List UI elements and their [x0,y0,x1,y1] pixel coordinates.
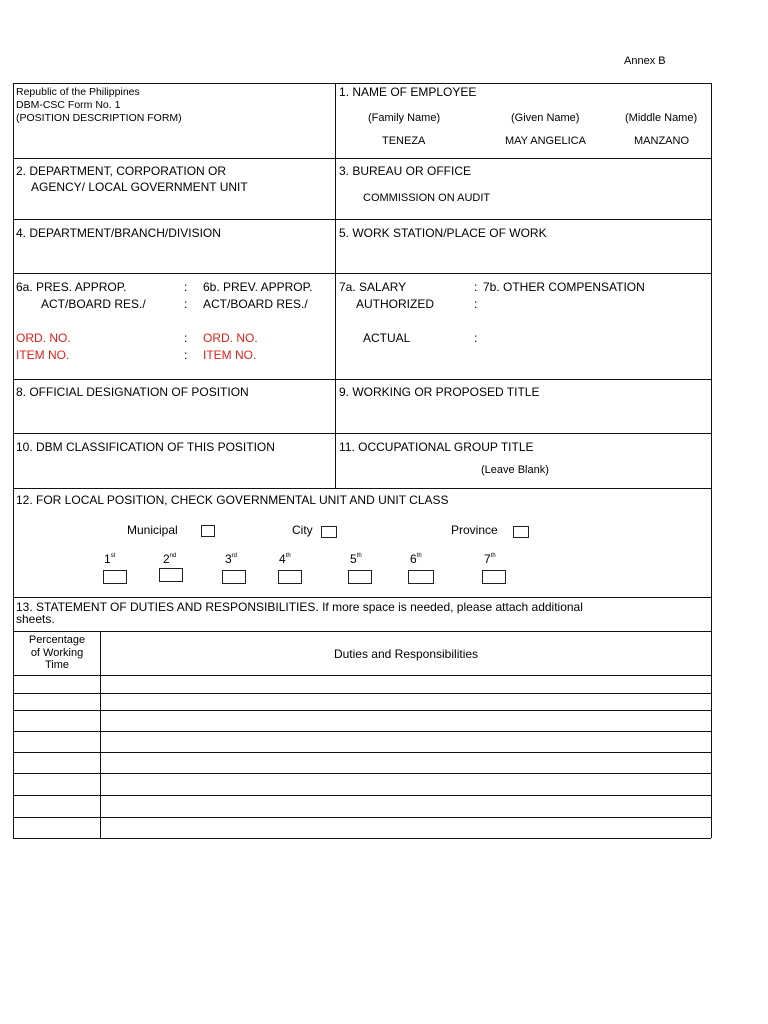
family-name-value[interactable]: TENEZA [382,135,426,147]
middle-name-value[interactable]: MANZANO [634,135,689,147]
republic-text: Republic of the Philippines [16,86,140,98]
percentage-header: Percentage of Working Time [28,634,86,671]
percentage-cell[interactable] [14,711,100,731]
pres-approp-label: 6a. PRES. APPROP. [16,280,127,294]
branch-label: 4. DEPARTMENT/BRANCH/DIVISION [16,226,221,240]
class-3-label: 3rd [225,552,238,566]
employee-name-label: 1. NAME OF EMPLOYEE [339,85,477,99]
duty-cell[interactable] [101,711,711,731]
middle-name-label: (Middle Name) [625,112,698,124]
leave-blank-note: (Leave Blank) [481,464,549,476]
city-checkbox[interactable] [321,526,337,538]
prev-approp-label: 6b. PREV. APPROP. [203,280,313,294]
classification-label: 10. DBM CLASSIFICATION OF THIS POSITION [16,440,275,454]
salary-authorized-label: AUTHORIZED [356,297,434,311]
pres-board-res-label: ACT/BOARD RES./ [41,297,146,311]
colon: : [184,280,188,294]
salary-label: 7a. SALARY [339,280,407,294]
bureau-label: 3. BUREAU OR OFFICE [339,164,472,178]
province-checkbox[interactable] [513,526,529,538]
salary-actual-label: ACTUAL [363,331,411,345]
class-3-checkbox[interactable] [222,570,246,584]
form-number: DBM-CSC Form No. 1 [16,99,121,111]
department-label-line1: 2. DEPARTMENT, CORPORATION OR [16,164,227,178]
percentage-cell[interactable] [14,732,100,752]
duty-cell[interactable] [101,676,711,693]
duty-cell[interactable] [101,818,711,838]
pres-ord-no-label: ORD. NO. [16,331,71,345]
given-name-label: (Given Name) [511,112,580,124]
class-6-checkbox[interactable] [408,570,434,584]
bureau-value[interactable]: COMMISSION ON AUDIT [363,192,491,204]
form-title: (POSITION DESCRIPTION FORM) [16,112,182,124]
duties-header: Duties and Responsibilities [333,647,479,661]
annex-label: Annex B [624,55,666,67]
class-7-label: 7th [484,552,496,566]
class-5-label: 5th [350,552,362,566]
percentage-cell[interactable] [14,753,100,773]
local-position-label: 12. FOR LOCAL POSITION, CHECK GOVERNMENTAL UNIT AND UNIT CLASS [16,493,449,507]
class-4-label: 4th [279,552,291,566]
percentage-cell[interactable] [14,676,100,693]
prev-ord-no-label: ORD. NO. [203,331,258,345]
colon: : [184,331,188,345]
duties-statement [16,601,583,625]
province-label: Province [451,523,498,537]
percentage-cell[interactable] [14,774,100,795]
prev-board-res-label: ACT/BOARD RES./ [203,297,308,311]
class-5-checkbox[interactable] [348,570,372,584]
form-header [16,86,182,125]
percentage-cell[interactable] [14,796,100,817]
colon: : [184,348,188,362]
class-1-label: 1st [104,552,116,566]
class-4-checkbox[interactable] [278,570,302,584]
department-label-line2: AGENCY/ LOCAL GOVERNMENT UNIT [31,180,248,194]
duties-statement-line2: sheets. [16,612,55,626]
duties-statement-line1: 13. STATEMENT OF DUTIES AND RESPONSIBILITIES. If more space is needed, please attach additional [16,600,583,614]
municipal-checkbox[interactable] [201,525,215,537]
class-2-checkbox[interactable] [159,568,183,582]
city-label: City [292,523,313,537]
other-compensation-label: 7b. OTHER COMPENSATION [483,280,645,294]
duty-cell[interactable] [101,774,711,795]
given-name-value[interactable]: MAY ANGELICA [505,135,586,147]
designation-label: 8. OFFICIAL DESIGNATION OF POSITION [16,385,249,399]
duty-cell[interactable] [101,796,711,817]
municipal-label: Municipal [127,523,178,537]
colon: : [184,297,188,311]
prev-item-no-label: ITEM NO. [203,348,257,362]
class-6-label: 6th [410,552,422,566]
family-name-label: (Family Name) [368,112,441,124]
colon: : [474,297,478,311]
class-2-label: 2nd [163,552,177,566]
duty-cell[interactable] [101,732,711,752]
duty-cell[interactable] [101,694,711,710]
duty-cell[interactable] [101,753,711,773]
working-title-label: 9. WORKING OR PROPOSED TITLE [339,385,540,399]
percentage-cell[interactable] [14,818,100,838]
percentage-cell[interactable] [14,694,100,710]
colon: : [474,331,478,345]
pres-item-no-label: ITEM NO. [16,348,70,362]
occupational-label: 11. OCCUPATIONAL GROUP TITLE [339,440,534,454]
class-1-checkbox[interactable] [103,570,127,584]
station-label: 5. WORK STATION/PLACE OF WORK [339,226,547,240]
class-7-checkbox[interactable] [482,570,506,584]
colon: : [474,280,478,294]
